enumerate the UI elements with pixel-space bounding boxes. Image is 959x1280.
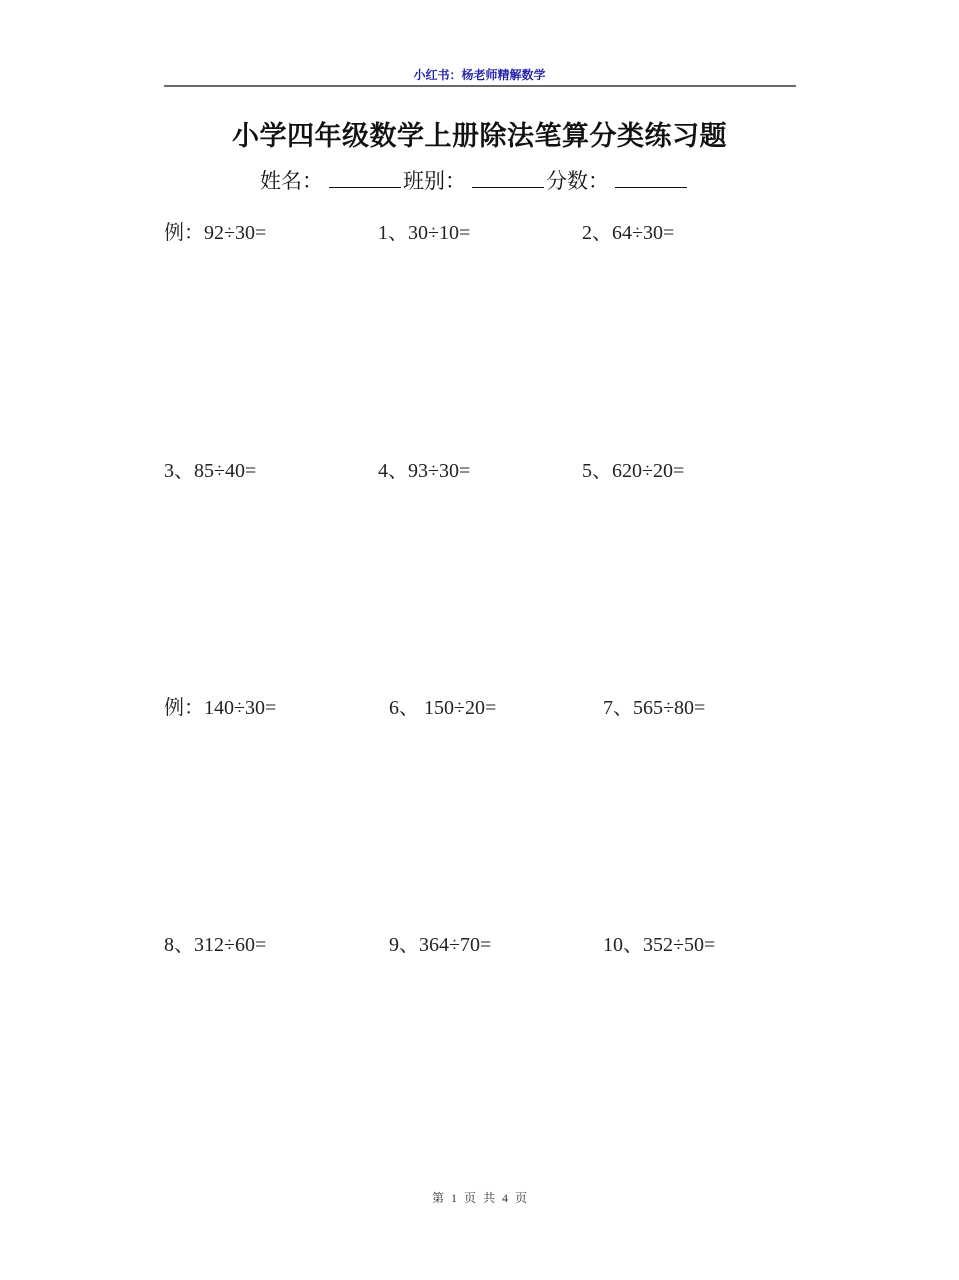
problem-8: 8、312÷60=: [164, 934, 267, 956]
example-problem-1: 例：92÷30=: [164, 222, 267, 244]
class-label: 班别：: [403, 169, 466, 193]
page-header-text: 小红书：杨老师精解数学: [413, 68, 546, 82]
student-info-row: [260, 165, 689, 195]
score-label: 分数：: [546, 169, 609, 193]
name-blank: [329, 169, 401, 188]
score-blank: [615, 169, 687, 188]
problem-5: 5、620÷20=: [582, 460, 685, 482]
class-blank: [472, 169, 544, 188]
example-problem-2: 例：140÷30=: [164, 697, 277, 719]
problem-6: 6、 150÷20=: [389, 697, 497, 719]
problem-3: 3、85÷40=: [164, 460, 257, 482]
worksheet-title: 小学四年级数学上册除法笔算分类练习题: [232, 121, 727, 152]
header-divider: [164, 85, 796, 87]
page-number-footer: 第 1 页 共 4 页: [431, 1191, 527, 1205]
problem-1: 1、30÷10=: [378, 222, 471, 244]
name-label: 姓名：: [260, 169, 323, 193]
problem-2: 2、64÷30=: [582, 222, 675, 244]
problem-9: 9、364÷70=: [389, 934, 492, 956]
problem-10: 10、352÷50=: [603, 934, 716, 956]
problem-7: 7、565÷80=: [603, 697, 706, 719]
problem-4: 4、93÷30=: [378, 460, 471, 482]
